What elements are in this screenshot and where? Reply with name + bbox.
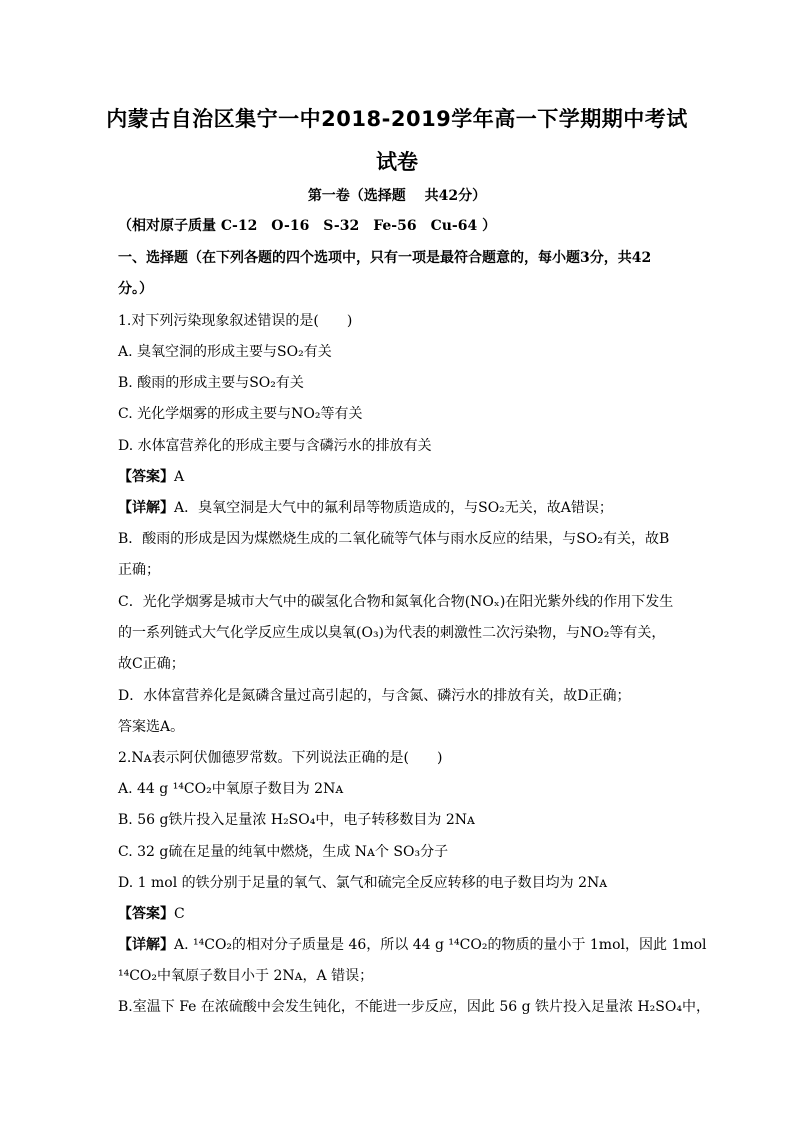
q1-answer (118, 467, 184, 487)
q1-detail-b1: B．酸雨的形成是因为煤燃烧生成的二氧化硫等气体与雨水反应的结果，与SO₂有关，故B (118, 531, 670, 547)
exam-title-line2: 试卷 (376, 150, 418, 174)
q1-conclusion: 答案选A。 (118, 719, 185, 735)
answer-label: 【答案】 (118, 906, 174, 922)
answer-value: C (174, 906, 185, 922)
q2-option-a: A. 44 g ¹⁴CO₂中氧原子数目为 2Nᴀ (118, 781, 344, 797)
q2-answer (118, 904, 185, 924)
q2-detail-a2: ¹⁴CO₂中氧原子数目小于 2Nᴀ，A 错误； (118, 968, 374, 984)
q1-option-c: C. 光化学烟雾的形成主要与NO₂等有关 (118, 406, 363, 422)
q1-option-b: B. 酸雨的形成主要与SO₂有关 (118, 375, 304, 391)
q2-detail-b: B.室温下 Fe 在浓硫酸中会发生钝化，不能进一步反应，因此 56 g 铁片投入足量浓 H₂SO₄中， (118, 999, 710, 1015)
detail-label: 【详解】 (118, 937, 174, 953)
q1-option-d: D. 水体富营养化的形成主要与含磷污水的排放有关 (118, 438, 432, 454)
q1-detail-c1: C．光化学烟雾是城市大气中的碳氢化合物和氮氧化合物(NOₓ)在阳光紫外线的作用下发生 (118, 594, 674, 610)
q1-detail-a (118, 498, 613, 518)
part-one-instructions-line2: 分。） (118, 281, 153, 297)
q1-detail-b2: 正确； (118, 562, 160, 578)
q2-option-c: C. 32 g硫在足量的纯氧中燃烧，生成 Nᴀ个 SO₃分子 (118, 844, 449, 860)
answer-value: A (174, 469, 185, 485)
part-one-instructions-line1: 一、选择题（在下列各题的四个选项中，只有一项是最符合题意的，每小题3分，共42 (118, 250, 652, 266)
exam-title-line1: 内蒙古自治区集宁一中2018-2019学年高一下学期期中考试 (106, 107, 688, 131)
q2-detail-a1 (118, 935, 707, 955)
q2-option-b: B. 56 g铁片投入足量浓 H₂SO₄中，电子转移数目为 2Nᴀ (118, 812, 475, 828)
detail-text: A．臭氧空洞是大气中的氟利昂等物质造成的，与SO₂无关，故A错误； (174, 500, 613, 516)
detail-text: A. ¹⁴CO₂的相对分子质量是 46，所以 44 g ¹⁴CO₂的物质的量小于 1mol，因此 1mol (174, 937, 707, 953)
q1-detail-c3: 故C正确； (118, 656, 185, 672)
q1-detail-c2: 的一系列链式大气化学反应生成以臭氧(O₃)为代表的刺激性二次污染物，与NO₂等有关， (118, 625, 666, 641)
q2-option-d: D. 1 mol 的铁分别于足量的氧气、氯气和硫完全反应转移的电子数目均为 2Nᴀ (118, 875, 608, 891)
q1-stem: 1.对下列污染现象叙述错误的是( ) (118, 313, 353, 329)
atomic-masses: （相对原子质量 C-12 O-16 S-32 Fe-56 Cu-64 ） (118, 218, 497, 234)
q2-stem: 2.Nᴀ表示阿伏伽德罗常数。下列说法正确的是( ) (118, 750, 443, 766)
q1-detail-d: D．水体富营养化是氮磷含量过高引起的，与含氮、磷污水的排放有关，故D正确； (118, 688, 631, 704)
detail-label: 【详解】 (118, 500, 174, 516)
answer-label: 【答案】 (118, 469, 174, 485)
q1-option-a: A. 臭氧空洞的形成主要与SO₂有关 (118, 344, 332, 360)
section-header: 第一卷（选择题 共42分） (307, 188, 487, 204)
